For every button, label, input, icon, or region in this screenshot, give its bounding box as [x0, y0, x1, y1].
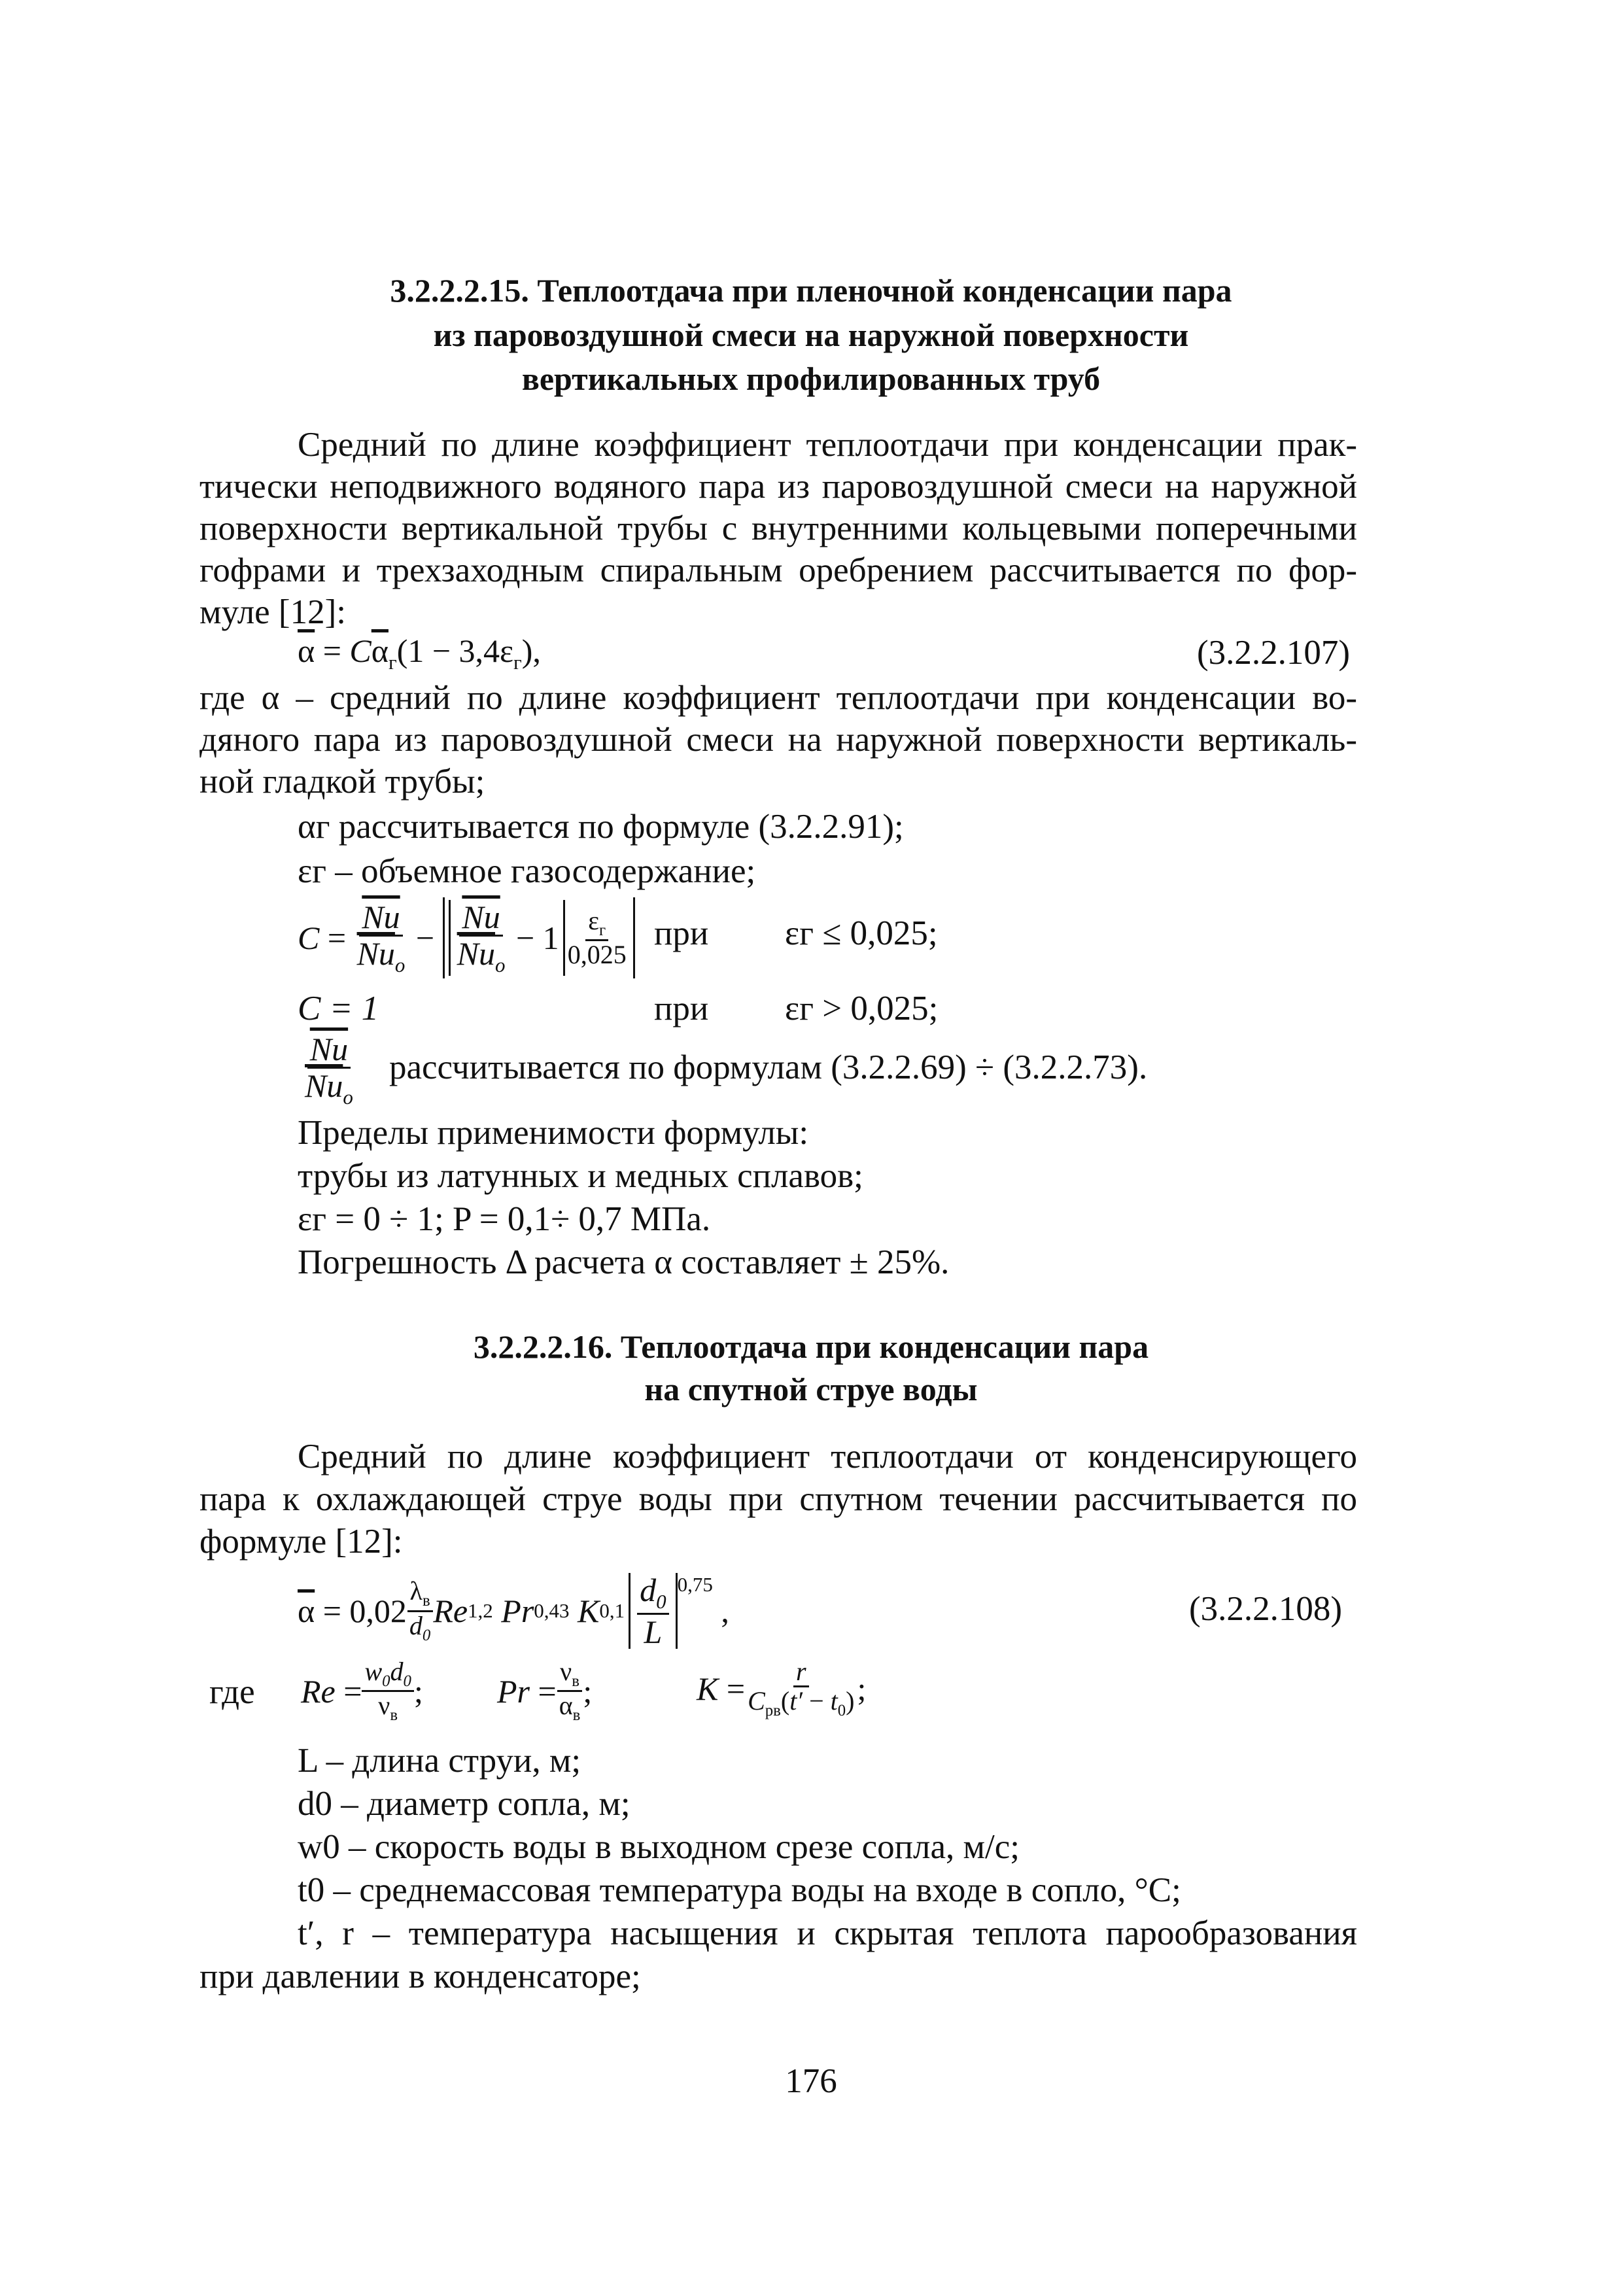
c-equals-one: C = 1 — [298, 990, 379, 1027]
formula-107: $\overline{\alpha} = C\overline{\alpha}_г(1 - 3,4\varepsilon_г)$, — [298, 632, 541, 674]
limits-line: трубы из латунных и медных сплавов; — [298, 1157, 863, 1195]
condition-1: εг ≤ 0,025; — [785, 914, 938, 952]
section2-heading-line2: на спутной струе воды — [644, 1371, 978, 1407]
definition-line: при давлении в конденсаторе; — [199, 1958, 641, 1995]
where-line: дяного пара из паровоздушной смеси на наружной поверхности вертикаль- — [199, 721, 1357, 759]
alpha-g-note: αг рассчитывается по формуле (3.2.2.91); — [298, 808, 904, 846]
definition-line: t′, r – температура насыщения и скрытая теплота парообразования — [298, 1914, 1357, 1952]
condition-word-2: при — [654, 990, 709, 1027]
c-formula: C = $\frac{\overline{Nu}}{\overline{Nu}_o}$ − $\frac{\overline{Nu}}{\overline{Nu}_o}$ − 1 $\frac{\varepsilon_г}{0,025}$ — [298, 897, 635, 978]
paragraph2-line: пара к охлаждающей струе воды при спутном течении рассчитывается по — [199, 1480, 1357, 1518]
where-line: ной гладкой трубы; — [199, 763, 485, 801]
section-heading-line1: 3.2.2.2.15. Теплоотдача при пленочной конденсации пара — [390, 272, 1232, 309]
definition-line: d0 – диаметр сопла, м; — [298, 1785, 631, 1823]
k-definition: K = $\frac{r}{C_{pв}(t' - t_0)}$ ; — [697, 1657, 867, 1719]
re-definition: Re = $\frac{w_0d_0}{\nu_в}$ ; — [301, 1657, 423, 1725]
paragraph-line: муле [12]: — [199, 593, 346, 631]
equation-number-108: (3.2.2.108) — [1189, 1590, 1343, 1628]
paragraph-line: тически неподвижного водяного пара из паровоздушной смеси на наружной — [199, 468, 1357, 506]
limits-line: Погрешность Δ расчета α составляет ± 25%. — [298, 1243, 950, 1281]
paragraph-line: Средний по длине коэффициент теплоотдачи при конденсации прак- — [298, 426, 1357, 464]
definition-line: w0 – скорость воды в выходном срезе сопла, м/с; — [298, 1828, 1020, 1866]
where-line: где α – средний по длине коэффициент теплоотдачи при конденсации во- — [199, 679, 1357, 717]
paragraph-line: поверхности вертикальной трубы с внутренними кольцевыми поперечными — [199, 509, 1357, 547]
page-number: 176 — [785, 2062, 837, 2100]
section-heading-line3: вертикальных профилированных труб — [521, 360, 1101, 397]
limits-line: Пределы применимости формулы: — [298, 1114, 809, 1152]
limits-line: εг = 0 ÷ 1; P = 0,1÷ 0,7 МПа. — [298, 1200, 711, 1238]
nu-ratio-note: рассчитывается по формулам (3.2.2.69) ÷ (3.2.2.73). — [389, 1048, 1148, 1086]
eps-note: εг – объемное газосодержание; — [298, 852, 756, 890]
paragraph-line: гофрами и трехзаходным спиральным оребрением рассчитывается по фор- — [199, 551, 1357, 589]
section2-heading-line1: 3.2.2.2.16. Теплоотдача при конденсации пара — [473, 1328, 1149, 1365]
condition-2: εг > 0,025; — [785, 990, 939, 1027]
condition-word-1: при — [654, 914, 709, 952]
section-heading-line2: из паровоздушной смеси на наружной поверхности — [433, 317, 1189, 353]
definition-line: t0 – среднемассовая температура воды на входе в сопло, °С; — [298, 1871, 1181, 1909]
formula-108: $\overline{\alpha}$ = 0,02 $\frac{\lambda_в}{d_0}$ Re 1,2 Pr 0,43 K 0,1 $\frac{d_0}{L}$ $^{0,75}$ , — [298, 1572, 729, 1650]
pr-definition: Pr = $\frac{\nu_в}{\alpha_в}$ ; — [497, 1657, 593, 1725]
equation-number-107: (3.2.2.107) — [1197, 634, 1351, 672]
paragraph2-line: формуле [12]: — [199, 1523, 403, 1561]
paragraph2-line: Средний по длине коэффициент теплоотдачи от конденсирующего — [298, 1438, 1357, 1475]
definition-line: L – длина струи, м; — [298, 1742, 581, 1780]
nu-ratio: $\frac{\overline{Nu}}{\overline{Nu}_o}$ — [305, 1031, 353, 1109]
where-word: где — [209, 1673, 255, 1711]
